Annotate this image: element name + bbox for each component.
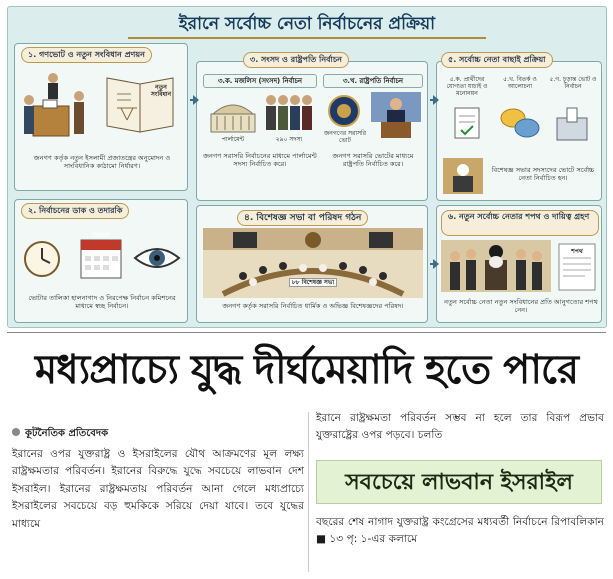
section-1 xyxy=(14,43,188,191)
article-column-1: ইরানের ওপর যুক্তরাষ্ট্র ও ইসরাইলের যৌথ আক্রমণের মূল লক্ষ্য রাষ্ট্রক্ষমতার পরিবর্তন। ইরানের বিরুদ্ধে যুদ্ধে সবচেয়ে লাভবান দেশ ইসরাইল। ইরানের রাষ্ট্রক্ষমতায় পরিবর্তন আনা গেলে মধ্যপ্রাচ্যে ইসরাইলের সবচেয়ে বড় হুমকিকে সরিয়ে দেয়া যাবে। তবে যুদ্ধের মাধ্যমে xyxy=(12,448,304,530)
eye-magnifier-icon xyxy=(133,238,181,278)
byline-bullet-icon xyxy=(12,428,20,436)
title-divider xyxy=(128,37,486,39)
section-6-header: ৬. নতুন সর্বোচ্চ নেতার শপথ ও দায়িত্ব গ্রহণ xyxy=(441,210,599,236)
discussion-icon xyxy=(499,106,541,142)
parliament-building-icon xyxy=(207,94,259,134)
document-check-icon xyxy=(453,106,483,142)
president-podium-icon xyxy=(371,92,421,140)
headline: মধ্যপ্রাচ্যে যুদ্ধ দীর্ঘমেয়াদি হতে পারে xyxy=(34,346,579,393)
calendar-label: নির্বাচন xyxy=(92,232,110,239)
section-5-header: ৫. সর্বোচ্চ নেতা বাছাই প্রক্রিয়া xyxy=(441,52,553,68)
section-4 xyxy=(196,205,428,323)
clock-icon xyxy=(23,240,61,278)
infographic-title: ইরানে সর্বোচ্চ নেতা নির্বাচনের প্রক্রিয়া xyxy=(178,14,436,34)
step-5b-label: ৫.খ. বিতর্ক ও আলোচনা xyxy=(503,76,537,90)
parliament-members-icon xyxy=(263,92,315,132)
seats-88-label: ৮৮ বিশেষজ্ঞ সভা xyxy=(289,278,337,287)
book-label: নতুন সংবিধান xyxy=(150,84,172,98)
section-2-header: ২. নির্বাচনের ডাক ও তদারকি xyxy=(21,203,129,219)
leader-oath-icon xyxy=(441,240,551,292)
council-members-icon xyxy=(443,158,483,194)
section-3-header: ৩. সংসদ ও রাষ্ট্রপতি নির্বাচন xyxy=(243,52,349,68)
separator-line xyxy=(7,332,606,333)
oath-doc-label: শপথ xyxy=(571,248,583,255)
section-5 xyxy=(436,55,602,201)
section-6 xyxy=(436,205,602,323)
column-divider xyxy=(308,412,309,572)
ballot-box-voters-icon xyxy=(23,70,89,144)
final-ballot-box-icon xyxy=(555,106,589,142)
highlight-box: সবচেয়ে লাভবান ইসরাইল xyxy=(316,460,602,504)
parliament-label: পার্লামেন্ট xyxy=(221,136,245,143)
step-5c-label: ৫.গ. চূড়ান্ত ভোট ও নির্বাচন xyxy=(549,76,597,90)
section-3b-caption: জনগণ সরাসরি ভোটের মাধ্যমে রাষ্ট্রপতি নির্বাচিত করে। xyxy=(332,152,414,169)
byline-text: কূটনৈতিক প্রতিবেদক xyxy=(25,428,109,439)
section-4-caption: জনগণ কর্তৃক সরাসরি নির্বাচিত ধার্মিক ও অভিজ্ঞ বিশেষজ্ঞদের পরিষদ। xyxy=(222,302,404,310)
section-3 xyxy=(196,55,428,201)
flow-arrow-3-to-5 xyxy=(430,99,434,101)
article-column-2-top: ইরানে রাষ্ট্রক্ষমতা পরিবর্তন সম্ভব না হলে তার বিরূপ প্রভাব যুক্তরাষ্ট্রের ওপর পড়বে। চলতি xyxy=(316,412,604,442)
assembly-hall-icon xyxy=(203,228,423,298)
section-3b-header: ৩.খ. রাষ্ট্রপতি নির্বাচন xyxy=(323,74,423,88)
article-column-2-bottom: বছরের শেষ নাগাদ যুক্তরাষ্ট্র কংগ্রেসের মধ্যবর্তী নির্বাচনে রিপাবলিকান ■ ১৩ পৃ: ১-এর কলামে xyxy=(316,516,604,546)
calendar-icon xyxy=(79,234,123,280)
section-2 xyxy=(14,199,188,323)
section-4-header: ৪. বিশেষজ্ঞ সভা বা পরিষদ গঠন xyxy=(237,210,368,226)
section-3a-caption: জনগণ সরাসরি নির্বাচনের মাধ্যমে পার্লামেন্ট সদস্য নির্বাচিত করে। xyxy=(203,152,317,169)
section-6-caption: নতুন সর্বোচ্চ নেতা নতুন সংবিধানের প্রতি আনুগত্যের শপথ নেন। xyxy=(444,298,598,315)
flow-arrow-1-to-3 xyxy=(190,99,194,101)
section-2-caption: ভোটার তালিকা হালনাগাদ ও নিরপেক্ষ নির্বাচন কমিশনের মাধ্যমে স্বচ্ছ নির্বাচন। xyxy=(28,294,176,311)
flow-arrow-4-to-6 xyxy=(430,263,434,265)
section-3a-header: ৩.ক. মজলিস (সংসদ) নির্বাচন xyxy=(203,74,317,88)
section-1-header: ১. গণভোট ও নতুন সংবিধান প্রণয়ন xyxy=(21,47,152,63)
direct-vote-label: জনগণের সরাসরি ভোট xyxy=(323,130,367,144)
section-5-caption: বিশেষজ্ঞ সভার সদস্যদের ভোটে সর্বোচ্চ নেতা নির্বাচিত হন। xyxy=(491,166,595,183)
infographic xyxy=(7,6,607,328)
section-1-caption: জনগণ কর্তৃক নতুন ইসলামী প্রজাতন্ত্রের অনুমোদন ও সাংবিধানিক কাঠামো নির্ধারণ। xyxy=(33,154,171,171)
presidential-seal-icon xyxy=(327,94,361,128)
step-5a-label: ৫.ক. প্রার্থীদের যোগ্যতা যাচাই ও মনোনয়ন xyxy=(446,76,488,97)
byline xyxy=(12,426,108,443)
seats-290-label: ২৯০ সদস্য xyxy=(275,136,303,143)
